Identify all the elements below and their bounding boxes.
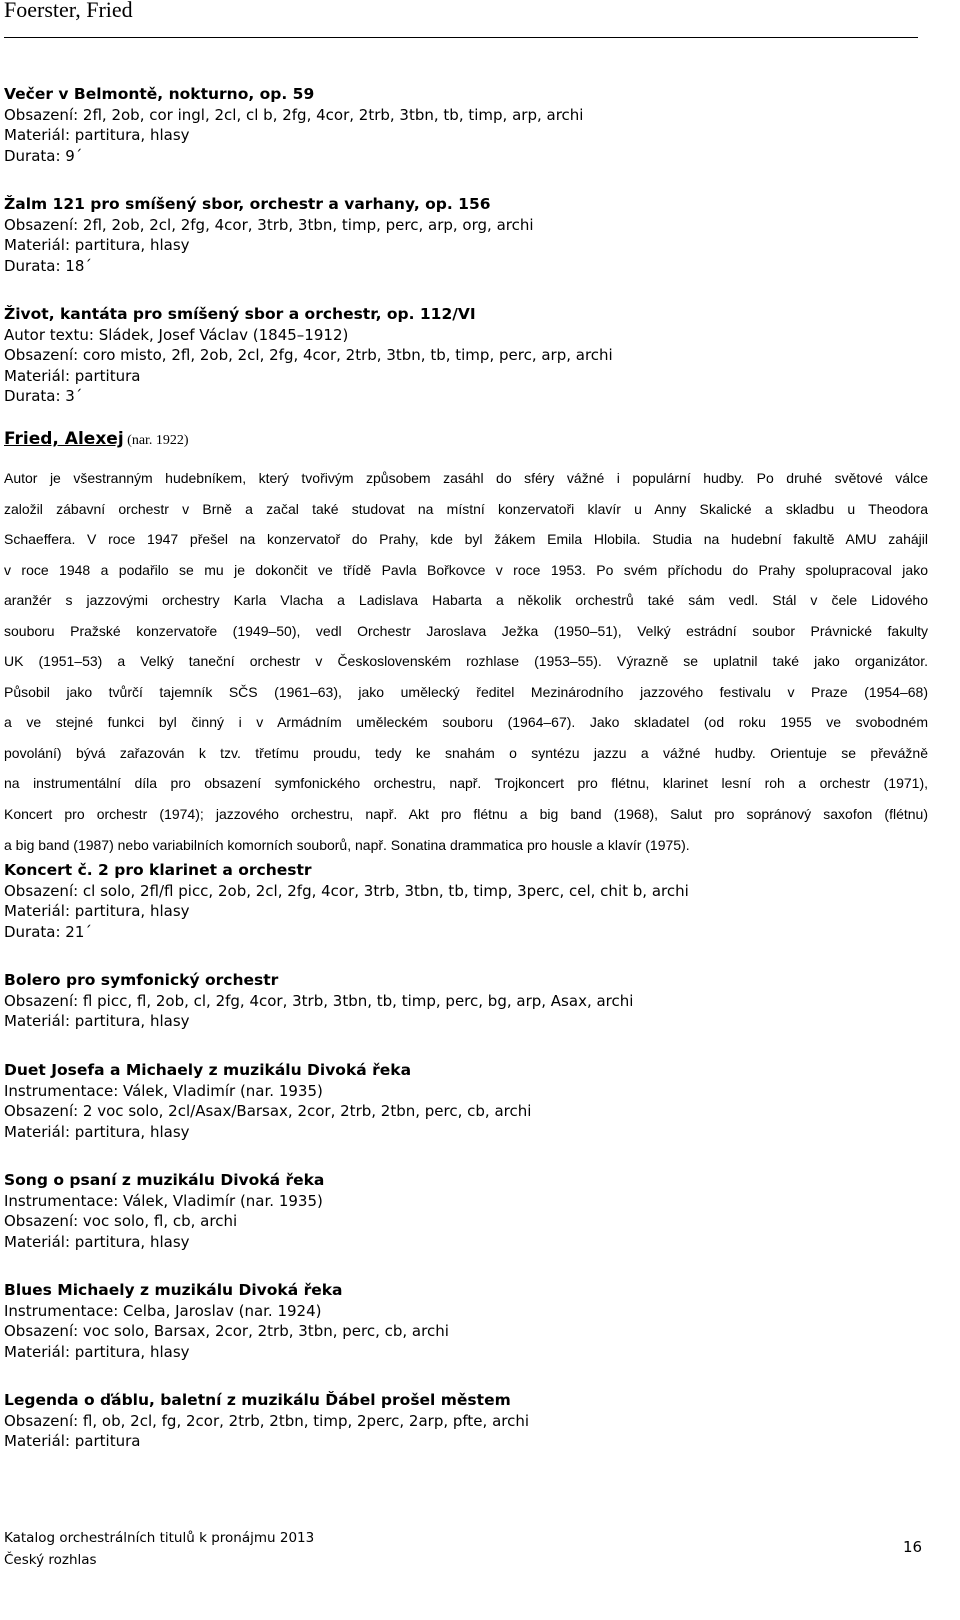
page-footer bbox=[4, 1527, 314, 1571]
bio-line: souboru Pražské konzervatoře (1949–50), vedl Orchestr Jaroslava Ježka (1950–51), Velký estrádní soubor Právnické fakulty bbox=[4, 622, 928, 639]
work-detail: Obsazení: 2fl, 2ob, cor ingl, 2cl, cl b, 2fg, 4cor, 2trb, 3tbn, tb, timp, arp, archi bbox=[4, 105, 584, 124]
composer-biography bbox=[4, 463, 928, 860]
work-detail: Materiál: partitura, hlasy bbox=[4, 126, 190, 144]
work-detail: Materiál: partitura, hlasy bbox=[4, 236, 190, 254]
work-detail: Materiál: partitura, hlasy bbox=[4, 1232, 190, 1251]
composer-name: Fried, Alexej bbox=[4, 429, 124, 449]
work-detail: Autor textu: Sládek, Josef Václav (1845–1912) bbox=[4, 325, 349, 344]
work-entry bbox=[4, 194, 924, 276]
work-entry bbox=[4, 1390, 924, 1452]
work-detail: Obsazení: cl solo, 2fl/fl picc, 2ob, 2cl, 2fg, 4cor, 3trb, 3tbn, tb, timp, 3perc, cel, chit b, archi bbox=[4, 881, 689, 900]
work-detail: Materiál: partitura bbox=[4, 366, 141, 385]
bio-line: povolání) bývá zařazován k tzv. třetímu proudu, tedy ke snahám o syntézu jazzu a vážné hudby. Orientuje se převážně bbox=[4, 744, 928, 761]
work-detail: Materiál: partitura, hlasy bbox=[4, 1012, 190, 1030]
bio-line: Koncert pro orchestr (1974); jazzového orchestru, např. Akt pro flétnu a big band (1968), Salut pro sopránový saxofon (flétnu) bbox=[4, 806, 928, 823]
work-detail: Materiál: partitura, hlasy bbox=[4, 1122, 190, 1141]
work-title: Žalm 121 pro smíšený sbor, orchestr a varhany, op. 156 bbox=[4, 195, 491, 213]
work-entry bbox=[4, 304, 924, 407]
work-title: Blues Michaely z muzikálu Divoká řeka bbox=[4, 1281, 343, 1299]
work-title: Duet Josefa a Michaely z muzikálu Divoká řeka bbox=[4, 1061, 412, 1079]
work-title: Večer v Belmontě, nokturno, op. 59 bbox=[4, 85, 315, 103]
work-title: Legenda o ďáblu, baletní z muzikálu Ďábel prošel městem bbox=[4, 1391, 511, 1409]
work-detail: Materiál: partitura, hlasy bbox=[4, 902, 190, 920]
work-detail: Obsazení: voc solo, Barsax, 2cor, 2trb, 3tbn, perc, cb, archi bbox=[4, 1322, 449, 1340]
work-detail: Durata: 9´ bbox=[4, 146, 83, 165]
bio-line: založil zábavní orchestr v Brně a začal také studovat na místní konzervatoři klavír u Anny Skalické a skladbu u Theodora bbox=[4, 500, 928, 517]
page-header-title: Foerster, Fried bbox=[4, 0, 133, 22]
work-detail: Obsazení: voc solo, fl, cb, archi bbox=[4, 1212, 238, 1230]
work-title: Bolero pro symfonický orchestr bbox=[4, 971, 279, 989]
bio-line: Působil jako tvůrčí tajemník SČS (1961–63), jako umělecký ředitel Mezinárodního jazzového festivalu v Praze (1954–68) bbox=[4, 683, 928, 700]
bio-line: UK (1951–53) a Velký taneční orchestr v Československém rozhlase (1953–55). Výrazně se uplatnil také jako organizátor. bbox=[4, 653, 928, 670]
work-title: Song o psaní z muzikálu Divoká řeka bbox=[4, 1171, 325, 1189]
work-detail: Durata: 21´ bbox=[4, 922, 92, 941]
work-detail: Durata: 18´ bbox=[4, 256, 92, 275]
bio-line: Schaeffera. V roce 1947 přešel na konzervatoř do Prahy, kde byl žákem Emila Hlobila. Studia na hudební fakultě AMU zahájil bbox=[4, 531, 928, 548]
bio-line: Autor je všestranným hudebníkem, který tvořivým způsobem zasáhl do sféry vážné i populární hudby. Po druhé světové válce bbox=[4, 470, 928, 486]
header-rule bbox=[4, 37, 918, 38]
work-detail: Materiál: partitura, hlasy bbox=[4, 1342, 190, 1361]
work-title: Život, kantáta pro smíšený sbor a orchestr, op. 112/VI bbox=[4, 305, 476, 323]
bio-line: a ve stejné funkci byl činný i v Armádním uměleckém souboru (1964–67). Jako skladatel (od roku 1955 ve svobodném bbox=[4, 714, 928, 731]
work-entry bbox=[4, 970, 924, 1032]
work-entry bbox=[4, 860, 924, 942]
work-detail: Obsazení: coro misto, 2fl, 2ob, 2cl, 2fg, 4cor, 2trb, 3tbn, tb, timp, perc, arp, archi bbox=[4, 346, 613, 364]
work-detail: Instrumentace: Válek, Vladimír (nar. 1935) bbox=[4, 1191, 323, 1210]
composer-heading bbox=[4, 429, 189, 449]
work-detail: Obsazení: fl picc, fl, 2ob, cl, 2fg, 4cor, 3trb, 3tbn, tb, timp, perc, bg, arp, Asax, archi bbox=[4, 991, 634, 1010]
page-number: 16 bbox=[903, 1538, 923, 1556]
work-detail: Obsazení: 2 voc solo, 2cl/Asax/Barsax, 2cor, 2trb, 2tbn, perc, cb, archi bbox=[4, 1102, 532, 1120]
work-detail: Instrumentace: Celba, Jaroslav (nar. 1924) bbox=[4, 1301, 322, 1320]
work-entry bbox=[4, 1170, 924, 1252]
footer-catalog-title: Katalog orchestrálních titulů k pronájmu 2013 bbox=[4, 1530, 315, 1546]
work-entry bbox=[4, 84, 924, 166]
work-detail: Instrumentace: Válek, Vladimír (nar. 1935) bbox=[4, 1081, 323, 1100]
work-detail: Materiál: partitura bbox=[4, 1432, 141, 1450]
work-entry bbox=[4, 1280, 924, 1362]
work-entry bbox=[4, 1060, 924, 1142]
bio-line: a big band (1987) nebo variabilních komorních souborů, např. Sonatina drammatica pro housle a klavír (1975). bbox=[4, 836, 690, 853]
bio-line: na instrumentální díla pro obsazení symfonického orchestru, např. Trojkoncert pro flétnu, klarinet lesní roh a orchestr (1971), bbox=[4, 775, 928, 792]
work-detail: Obsazení: fl, ob, 2cl, fg, 2cor, 2trb, 2tbn, timp, 2perc, 2arp, pfte, archi bbox=[4, 1411, 530, 1430]
bio-line: aranžér s jazzovými orchestry Karla Vlacha a Ladislava Habarta a několik orchestrů také sám vedl. Stál v čele Lidového bbox=[4, 592, 928, 609]
composer-years: (nar. 1922) bbox=[123, 433, 189, 448]
bio-line: v roce 1948 a podařilo se mu je dokončit ve třídě Pavla Bořkovce v roce 1953. Po svém příchodu do Prahy spolupracoval jako bbox=[4, 561, 928, 578]
work-detail: Obsazení: 2fl, 2ob, 2cl, 2fg, 4cor, 3trb, 3tbn, timp, perc, arp, org, archi bbox=[4, 215, 534, 234]
footer-publisher: Český rozhlas bbox=[4, 1552, 97, 1568]
work-detail: Durata: 3´ bbox=[4, 387, 83, 405]
work-title: Koncert č. 2 pro klarinet a orchestr bbox=[4, 861, 312, 879]
